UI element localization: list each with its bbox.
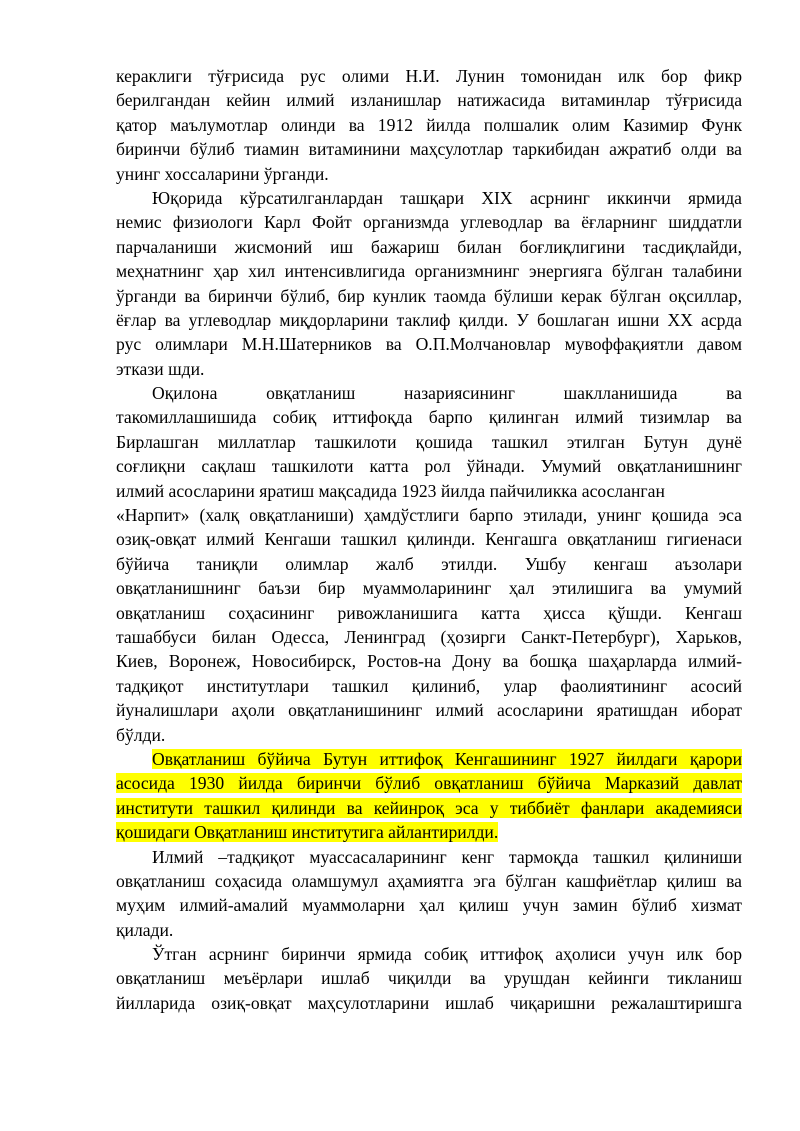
text-line: овқатланиш соҳасида оламшумул аҳамиятга эга бўлган кашфиётлар қилиш ва: [116, 870, 742, 891]
text-line: «Нарпит» (халқ овқатланиши) ҳамдўстлиги барпо этилади, унинг қошида эса: [116, 505, 742, 526]
text-line: Бирлашган миллатлар ташкилоти қошида ташкил этилган Бутун дунё: [116, 431, 742, 452]
text-line: Илмий –тадқиқот муассасаларининг кенг тармоқда ташкил қилиниши: [152, 846, 742, 867]
document-page: [116, 64, 742, 1015]
paragraph-3: [116, 381, 742, 747]
text-line: Юқорида кўрсатилганлардан ташқари XIX асрнинг иккинчи ярмида: [152, 187, 742, 208]
text-line: илмий асосларини яратиш мақсадида 1923 йилда пайчиликка асосланган: [116, 480, 665, 501]
text-line: парчаланиши жисмоний иш бажариш билан боғлиқлигини тасдиқлайди,: [116, 236, 742, 257]
text-line: меҳнатнинг ҳар хил интенсивлигида организмнинг энергияга бўлган талабини: [116, 261, 742, 282]
text-line: озиқ-овқат илмий Кенгаши ташкил қилинди. Кенгашга овқатланиш гигиенаси: [116, 529, 742, 550]
text-line: қилади.: [116, 919, 174, 940]
text-line: берилгандан кейин илмий изланишлар натижасида витаминлар тўғрисида: [116, 90, 742, 111]
paragraph-1: [116, 64, 742, 186]
paragraph-6: [116, 942, 742, 1015]
highlighted-text-line: Овқатланиш бўйича Бутун иттифоқ Кенгашининг 1927 йилдаги қарори: [152, 748, 742, 769]
text-line: такомиллашишида собиқ иттифоқда барпо қилинган илмий тизимлар ва: [116, 407, 742, 428]
text-line: эткази шди.: [116, 358, 205, 379]
text-line: ташаббуси билан Одесса, Ленинград (ҳозирги Санкт-Петербург), Харьков,: [116, 626, 742, 647]
paragraph-4-highlighted: [116, 747, 742, 845]
text-line: соғлиқни сақлаш ташкилоти катта рол ўйнади. Умумий овқатланишнинг: [116, 456, 742, 477]
text-line: йуналишлари аҳоли овқатланишининг илмий асосларини яратишдан иборат: [116, 700, 742, 721]
text-line: овқатланиш меъёрлари ишлаб чиқилди ва урушдан кейинги тикланиш: [116, 968, 742, 989]
text-line: Киев, Воронеж, Новосибирск, Ростов-на Дону ва бошқа шаҳарларда илмий-: [116, 651, 742, 672]
paragraph-5: [116, 845, 742, 943]
text-line: Ўтган асрнинг биринчи ярмида собиқ иттифоқ аҳолиси учун илк бор: [152, 944, 742, 965]
highlighted-text-line: институти ташкил қилинди ва кейинроқ эса у тиббиёт фанлари академияси: [116, 797, 742, 818]
text-line: қатор маълумотлар олинди ва 1912 йилда полшалик олим Казимир Функ: [116, 114, 742, 135]
text-line: овқатланишнинг баъзи бир муаммоларининг ҳал этилишига ва умумий: [116, 578, 742, 599]
text-line: унинг хоссаларини ўрганди.: [116, 163, 329, 184]
highlighted-text-line: асосида 1930 йилда биринчи бўлиб овқатланиш бўйича Марказий давлат: [116, 773, 742, 794]
text-line: ўрганди ва биринчи бўлиб, бир кунлик таомда бўлиши керак бўлган оқсиллар,: [116, 285, 742, 306]
text-line: немис физиологи Карл Фойт организмда углеводлар ва ёғларнинг шиддатли: [116, 212, 742, 233]
text-line: биринчи бўлиб тиамин витаминини маҳсулотлар таркибидан ажратиб олди ва: [116, 139, 742, 160]
text-line: рус олимлари М.Н.Шатерников ва О.П.Молчановлар мувоффақиятли давом: [116, 334, 742, 355]
text-line: бўйича таниқли олимлар жалб этилди. Ушбу кенгаш аъзолари: [116, 553, 742, 574]
text-line: Оқилона овқатланиш назариясининг шаклланишида ва: [152, 383, 742, 404]
text-line: кераклиги тўғрисида рус олими Н.И. Лунин томонидан илк бор фикр: [116, 66, 742, 86]
paragraph-2: [116, 186, 742, 381]
text-line: бўлди.: [116, 724, 166, 745]
text-line: овқатланиш соҳасининг ривожланишига катта ҳисса қўшди. Кенгаш: [116, 602, 742, 623]
text-line: тадқиқот институтлари ташкил қилиниб, улар фаолиятининг асосий: [116, 675, 742, 696]
highlighted-text-line: қошидаги Овқатланиш институтига айлантирилди.: [116, 822, 499, 843]
text-line: муҳим илмий-амалий муаммоларни ҳал қилиш учун замин бўлиб хизмат: [116, 895, 742, 916]
text-line: ёғлар ва углеводлар миқдорларини таклиф қилди. У бошлаган ишни XX асрда: [116, 309, 742, 330]
text-line: йилларида озиқ-овқат маҳсулотларини ишлаб чиқаришни режалаштиришга: [116, 992, 742, 1013]
